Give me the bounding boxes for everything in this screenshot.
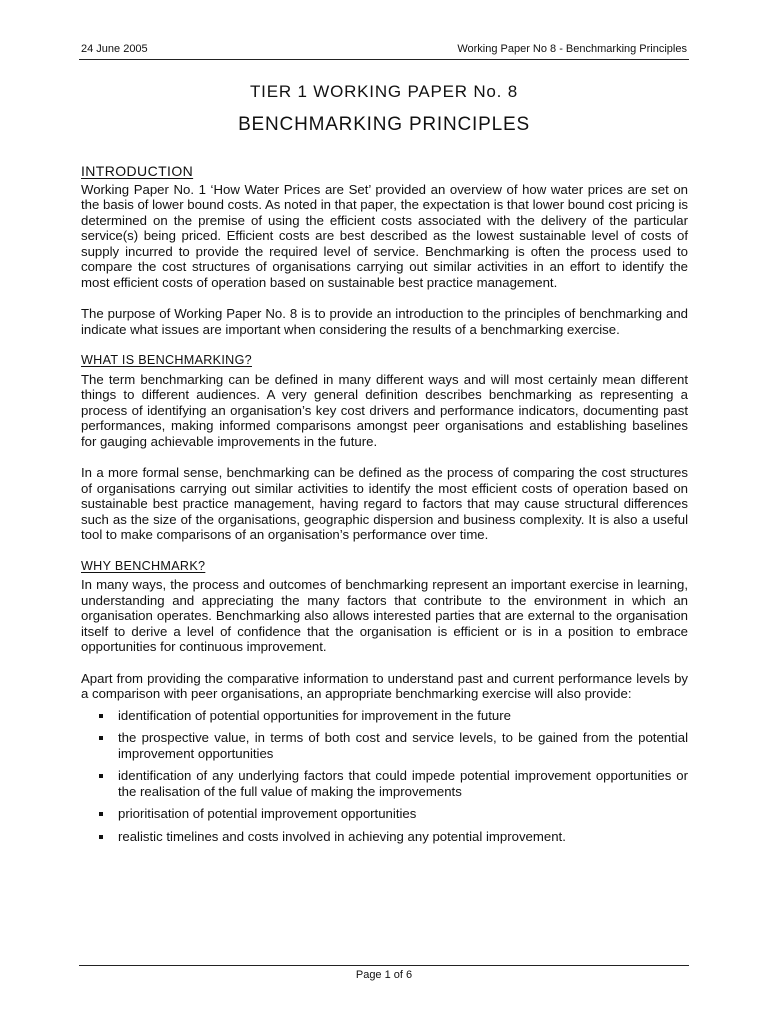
bullet-list — [81, 708, 688, 845]
list-item-text: realistic timelines and costs involved in achieving any potential improvement. — [118, 828, 566, 844]
square-bullet-icon — [99, 774, 103, 778]
header-date: 24 June 2005 — [81, 43, 148, 55]
document-body — [81, 164, 688, 851]
list-item — [81, 730, 688, 761]
square-bullet-icon — [99, 835, 103, 839]
list-item-text: identification of any underlying factors that could impede potential improvement opportunities or the realisation of the full value of making the improvements — [118, 768, 688, 799]
square-bullet-icon — [99, 736, 103, 740]
paragraph: In many ways, the process and outcomes of benchmarking represent an important exercise in learning, understanding and appreciating the many factors that contribute to the environment in which an organisation operates. Benchmarking also allows interested parties that are external to the organisation itself to derive a level of confidence that the organisation is efficient or is in a position to embrace opportunities for continuous improvement. — [81, 577, 688, 654]
paragraph: In a more formal sense, benchmarking can be defined as the process of comparing the cost structures of organisations carrying out similar activities to identify the most efficient costs of operation based on sustainable best practice management, having regard to factors that may cause structural differences such as the size of the organisations, geographic dispersion and business complexity. It is also a useful tool to make comparisons of an organisation’s performance over time. — [81, 465, 688, 542]
footer-divider — [79, 965, 689, 966]
page-number: Page 1 of 6 — [355, 969, 413, 981]
list-item — [81, 806, 688, 822]
page-header — [81, 42, 687, 58]
list-item — [81, 768, 688, 799]
list-item — [81, 829, 688, 845]
paragraph: The purpose of Working Paper No. 8 is to provide an introduction to the principles of benchmarking and indicate what issues are important when considering the results of a benchmarking exercise. — [81, 306, 688, 337]
paragraph: The term benchmarking can be defined in many different ways and will most certainly mean different things to different audiences. A very general definition describes benchmarking as representing a process of identifying an organisation’s key cost drivers and performance indicators, documenting past performances, making informed comparisons amongst peer organisations and establishing baselines for gauging achievable improvements in the future. — [81, 371, 688, 449]
section-heading-why-benchmark: WHY BENCHMARK? — [81, 558, 206, 573]
list-item — [81, 708, 688, 724]
square-bullet-icon — [99, 714, 103, 718]
list-item-text: identification of potential opportunities for improvement in the future — [118, 707, 511, 723]
section-heading-what-is-benchmarking: WHAT IS BENCHMARKING? — [81, 353, 252, 367]
list-item-text: prioritisation of potential improvement opportunities — [118, 806, 417, 821]
document-title-line-1: TIER 1 WORKING PAPER No. 8 — [250, 82, 518, 101]
header-divider — [79, 59, 689, 60]
paragraph: Working Paper No. 1 ‘How Water Prices are Set’ provided an overview of how water prices are set on the basis of lower bound costs. As noted in that paper, the expectation is that lower bound cost pricing is determined on the premise of using the efficient costs associated with the delivery of the particular service(s) being priced. Efficient costs are best described as the lowest sustainable level of costs of supply incurred to provide the required level of service. Benchmarking is often the process used to compare the cost structures of organisations carrying out similar activities in an effort to identify the most efficient costs of operation based on sustainable best practice management. — [81, 181, 688, 290]
section-heading-introduction: INTRODUCTION — [81, 163, 194, 179]
paragraph: Apart from providing the comparative information to understand past and current performance levels by a comparison with peer organisations, an appropriate benchmarking exercise will also provide: — [81, 670, 688, 701]
square-bullet-icon — [99, 812, 103, 816]
document-title-line-2: BENCHMARKING PRINCIPLES — [238, 114, 530, 135]
header-doc-reference: Working Paper No 8 - Benchmarking Principles — [457, 43, 687, 55]
list-item-text: the prospective value, in terms of both cost and service levels, to be gained from the potential improvement opportunities — [118, 730, 688, 761]
